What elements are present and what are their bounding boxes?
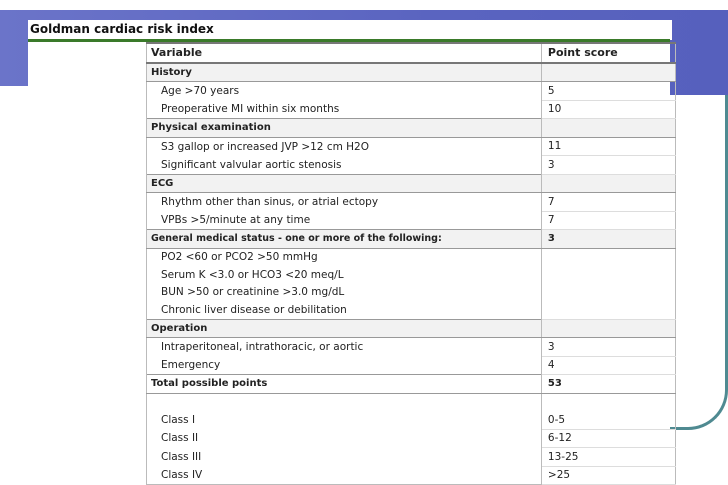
table-row — [147, 82, 676, 101]
spacer-row — [147, 393, 676, 411]
row-label: VPBs >5/minute at any time — [147, 211, 542, 230]
row-label: Chronic liver disease or debilitation — [147, 301, 542, 319]
table-row — [147, 193, 676, 212]
section-label: Physical examination — [147, 119, 542, 138]
class-label: Class II — [147, 429, 542, 448]
table-row — [147, 248, 676, 266]
table-row — [147, 466, 676, 485]
table-row — [147, 284, 676, 302]
variable-header: Variable — [147, 43, 542, 63]
table-row — [147, 301, 676, 319]
row-label: Significant valvular aortic stenosis — [147, 156, 542, 175]
slide-frame-curve — [670, 95, 728, 430]
class-label: Class I — [147, 411, 542, 429]
row-score: 5 — [541, 82, 675, 101]
score-header: Point score — [541, 43, 675, 63]
class-range: 0-5 — [541, 411, 675, 429]
row-score: 4 — [541, 356, 675, 375]
table-row — [147, 411, 676, 429]
section-row-ecg — [147, 174, 676, 193]
row-label: Emergency — [147, 356, 542, 375]
table-row — [147, 156, 676, 175]
section-label: History — [147, 63, 542, 82]
row-score: 3 — [541, 338, 675, 357]
section-row-general — [147, 230, 676, 249]
row-label: BUN >50 or creatinine >3.0 mg/dL — [147, 284, 542, 302]
class-range: >25 — [541, 466, 675, 485]
section-row-physical — [147, 119, 676, 138]
row-label: Serum K <3.0 or HCO3 <20 meq/L — [147, 266, 542, 284]
table-row — [147, 338, 676, 357]
row-score: 3 — [541, 230, 675, 249]
table-row — [147, 356, 676, 375]
row-label: Rhythm other than sinus, or atrial ectopy — [147, 193, 542, 212]
section-row-history — [147, 63, 676, 82]
section-label: Operation — [147, 319, 542, 338]
row-label: Intraperitoneal, intrathoracic, or aortic — [147, 338, 542, 357]
table-row — [147, 429, 676, 448]
total-label: Total possible points — [147, 375, 542, 394]
row-score: 10 — [541, 100, 675, 119]
class-range: 13-25 — [541, 448, 675, 467]
section-label: ECG — [147, 174, 542, 193]
table-row — [147, 100, 676, 119]
row-score: 11 — [541, 137, 675, 156]
table-row — [147, 448, 676, 467]
table-header-row — [147, 43, 676, 63]
section-label: General medical status - one or more of the following: — [147, 230, 542, 249]
class-label: Class IV — [147, 466, 542, 485]
row-label: Age >70 years — [147, 82, 542, 101]
class-range: 6-12 — [541, 429, 675, 448]
total-row — [147, 375, 676, 394]
table-row — [147, 137, 676, 156]
table-row — [147, 266, 676, 284]
section-row-operation — [147, 319, 676, 338]
table-row — [147, 211, 676, 230]
total-score: 53 — [541, 375, 675, 394]
row-label: PO2 <60 or PCO2 >50 mmHg — [147, 248, 542, 266]
class-label: Class III — [147, 448, 542, 467]
figure-margin — [28, 42, 145, 442]
row-score: 7 — [541, 211, 675, 230]
figure-title: Goldman cardiac risk index — [28, 20, 672, 40]
row-label: S3 gallop or increased JVP >12 cm H2O — [147, 137, 542, 156]
risk-table — [146, 42, 676, 485]
risk-index-figure — [28, 20, 670, 482]
row-score: 3 — [541, 156, 675, 175]
row-score: 7 — [541, 193, 675, 212]
row-label: Preoperative MI within six months — [147, 100, 542, 119]
